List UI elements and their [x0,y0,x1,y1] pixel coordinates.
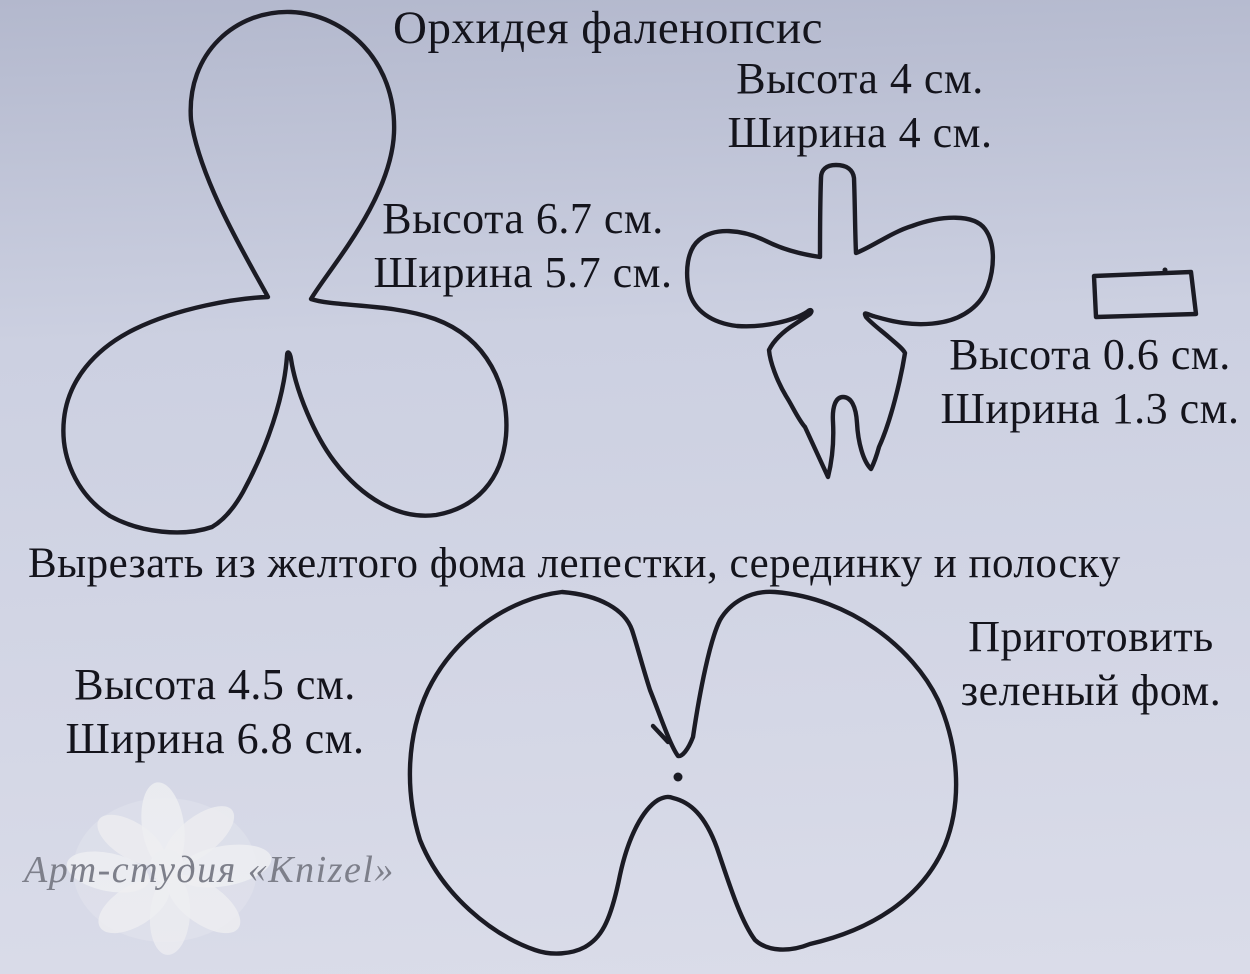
strip-measurements [920,328,1250,436]
strip-width-label: Ширина 1.3 см. [940,384,1240,433]
middle-flower-measurements [690,52,1030,160]
wide-petal-template-shape [410,592,956,954]
wide-petal-measurements [40,658,390,766]
strip-height-label: Высота 0.6 см. [949,330,1231,379]
large-petal-measurements [348,192,698,300]
middle-flower-height-label: Высота 4 см. [736,54,984,103]
center-mark-dot [674,773,683,782]
green-foam-note-line2: зеленый фом. [960,666,1222,715]
large-petal-height-label: Высота 6.7 см. [382,194,664,243]
strip-template-shape [1094,272,1196,317]
strip-pen-dot [1163,268,1168,273]
green-foam-note-line1: Приготовить [968,612,1214,661]
page-title: Орхидея фаленопсис [393,2,823,54]
wide-petal-height-label: Высота 4.5 см. [74,660,356,709]
middle-flower-width-label: Ширина 4 см. [727,108,993,157]
wide-petal-width-label: Ширина 6.8 см. [65,714,365,763]
cutting-instruction: Вырезать из желтого фома лепестки, серединку и полоску [28,540,1121,587]
studio-watermark: Арт-студия «Knizel» [24,849,395,891]
large-petal-width-label: Ширина 5.7 см. [373,248,673,297]
green-foam-note [930,610,1250,718]
